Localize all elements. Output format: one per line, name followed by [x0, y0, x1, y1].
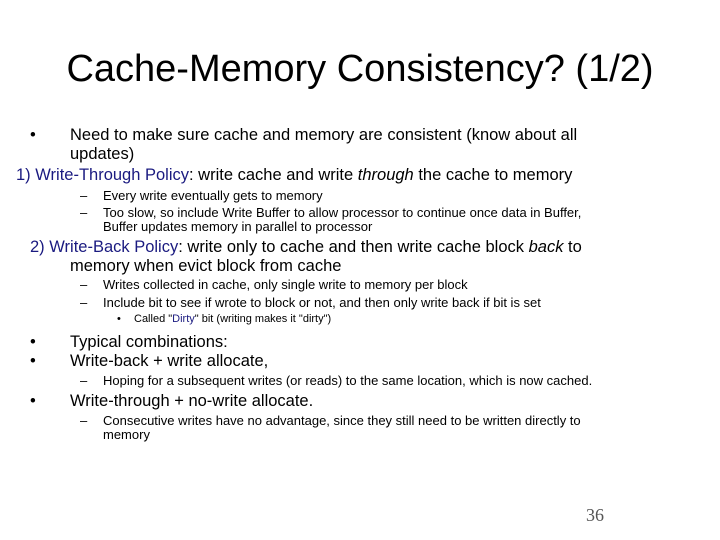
sub-item: Every write eventually gets to memory — [103, 188, 323, 203]
text: " bit (writing makes it "dirty") — [194, 313, 332, 325]
page-number: 36 — [586, 505, 604, 525]
dirty-term: Dirty — [172, 313, 195, 325]
text-line: Write-back + write allocate, — [70, 352, 269, 370]
text: Called " — [134, 313, 173, 325]
sub-item: Consecutive writes have no advantage, since they still need to be written directly to — [103, 413, 581, 428]
sub-item: Hoping for a subsequent writes (or reads) to the same location, which is now cached. — [103, 373, 593, 388]
text: : write only to cache and then write cache block — [178, 238, 529, 256]
dash-icon: – — [80, 277, 88, 292]
sub-item: Buffer updates memory in parallel to processor — [103, 219, 373, 234]
policy-name: 1) Write-Through Policy — [16, 166, 190, 184]
dash-icon: – — [80, 295, 88, 310]
text: : write cache and write — [189, 166, 358, 184]
sub-sub-item — [134, 313, 331, 326]
text-line: Write-through + no-write allocate. — [70, 392, 314, 410]
dash-icon: – — [80, 188, 88, 203]
sub-item: memory — [103, 427, 150, 442]
text: to — [563, 238, 582, 256]
italic-text: through — [357, 166, 414, 184]
text-line: updates) — [70, 145, 135, 163]
text-line: Typical combinations: — [70, 333, 228, 351]
text-line: Need to make sure cache and memory are consistent (know about all — [70, 126, 578, 144]
policy-name: 2) Write-Back Policy — [30, 238, 179, 256]
italic-text: back — [528, 238, 564, 256]
sub-item: Too slow, so include Write Buffer to allow processor to continue once data in Buffer, — [103, 205, 582, 220]
sub-item: Writes collected in cache, only single write to memory per block — [103, 277, 468, 292]
dash-icon: – — [80, 205, 88, 220]
bullet-icon: • — [30, 392, 36, 410]
write-back-heading — [30, 238, 582, 257]
text-line: memory when evict block from cache — [70, 257, 342, 275]
dash-icon: – — [80, 413, 88, 428]
bullet-icon: • — [30, 352, 36, 370]
write-through-heading — [16, 166, 572, 185]
text: the cache to memory — [413, 166, 573, 184]
bullet-icon: • — [30, 126, 36, 144]
sub-item: Include bit to see if wrote to block or not, and then only write back if bit is set — [103, 295, 541, 310]
bullet-icon: • — [30, 333, 36, 351]
dash-icon: – — [80, 373, 88, 388]
slide-title: Cache-Memory Consistency? (1/2) — [66, 48, 654, 90]
bullet-icon: • — [117, 313, 121, 325]
